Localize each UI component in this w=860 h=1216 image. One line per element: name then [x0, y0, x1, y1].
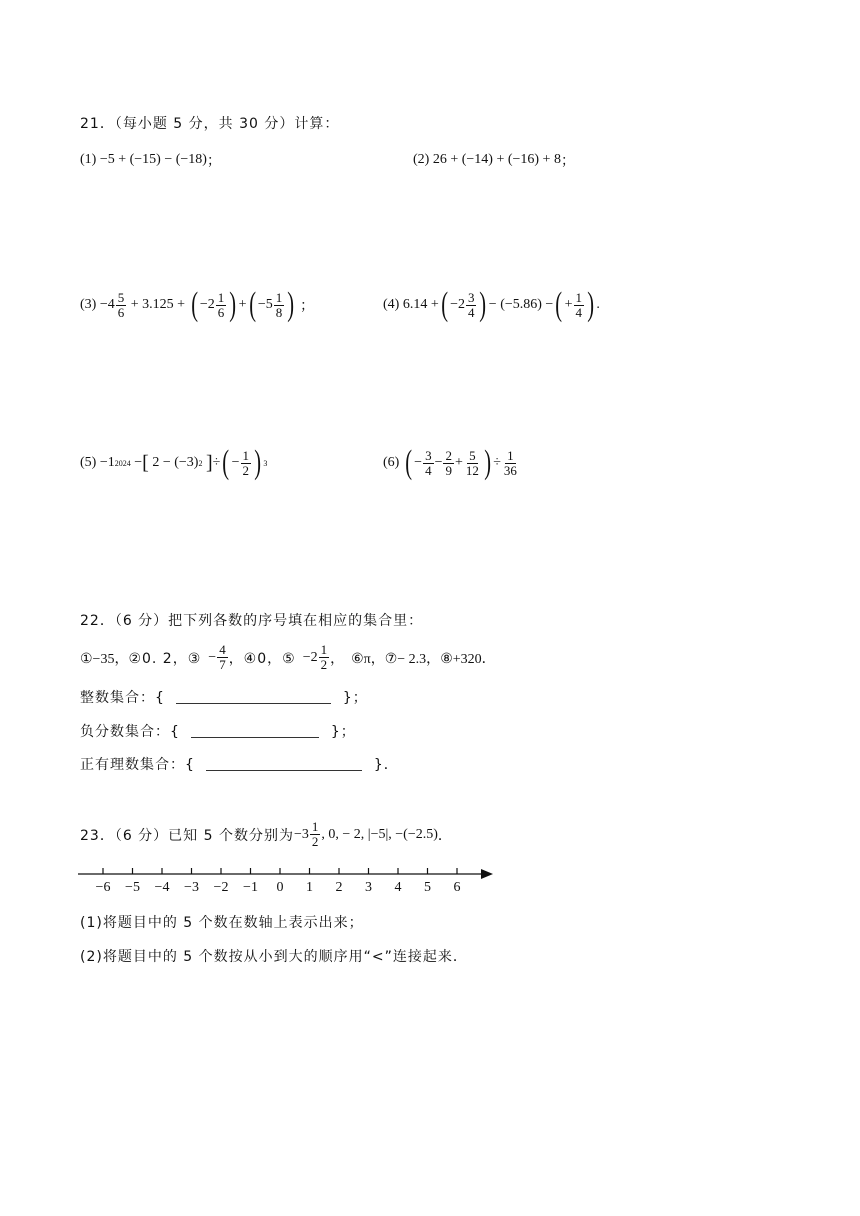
axis-tick-label: −3: [184, 880, 199, 895]
set-end: }；: [342, 690, 368, 706]
number-list: , 0, − 2, |−5|, −(−2.5): [321, 826, 438, 842]
axis-tick-label: −6: [95, 880, 111, 895]
q22-numbers: [80, 643, 496, 672]
set-integers: [80, 687, 368, 707]
q21-part2: [413, 150, 575, 170]
fraction-e: $\frac{1}{2}$: [242, 447, 250, 478]
answer-blank[interactable]: [191, 737, 319, 738]
punct: ；: [300, 299, 315, 314]
axis-tick-label: −1: [243, 880, 258, 895]
expression: 26 + (−14) + (−16) + 8: [432, 152, 561, 167]
item-5-fraction: $\frac{1}{2}$: [320, 642, 328, 672]
q22-title: 22．（6 分）把下列各数的序号填在相应的集合里：: [80, 613, 424, 629]
set-label: 负分数集合：{: [80, 724, 180, 740]
punct: ；: [560, 154, 575, 169]
whole-b: −2: [450, 297, 465, 312]
whole-d: −5: [257, 297, 273, 312]
fraction-3: $\frac{5}{12}$: [465, 447, 479, 478]
set-positive-rationals: [80, 754, 399, 774]
part-label: (5): [80, 455, 97, 470]
set-end: }；: [330, 724, 356, 740]
part-label: (4): [383, 297, 400, 312]
punct: .: [596, 297, 600, 312]
axis-tick-label: −5: [125, 880, 140, 895]
q23-numbers: [294, 820, 452, 849]
axis-arrow-icon: [481, 869, 493, 879]
item-7: ⑦− 2.3，: [384, 651, 441, 667]
whole-a: −4: [99, 297, 115, 312]
term-a: 6.14 +: [402, 297, 439, 312]
axis-tick-label: 4: [394, 880, 402, 895]
axis-tick-label: 6: [453, 880, 461, 895]
part-label: (1): [80, 152, 97, 167]
minus: −: [134, 455, 143, 470]
q21-part3: (3) −4 $\frac{5}{6}$ + 3.125 + ( −2 $\frac{1}{6}$ ) + ( −5 $\frac{1}{8}$ ) ；: [80, 286, 315, 323]
term-b: + 3.125 +: [130, 297, 186, 312]
fraction-2: $\frac{2}{9}$: [445, 447, 452, 478]
item-4: ，④0，⑤: [228, 650, 296, 667]
axis-tick-label: 1: [306, 880, 313, 895]
axis-tick-label: −2: [213, 880, 229, 895]
whole-c: −2: [199, 297, 215, 312]
set-label: 正有理数集合：{: [80, 757, 195, 773]
q21-part5: (5) −1 2024 − [ 2 − (−3) 2 ] ÷ ( − $\frac{1}{2}$ ) 3: [80, 444, 268, 481]
punct: ；: [206, 154, 221, 169]
mixed-whole: −3: [293, 826, 309, 842]
sign-d: +: [564, 297, 573, 312]
fraction-b: $\frac{3}{4}$: [467, 289, 475, 320]
square-exponent: 2: [198, 458, 203, 468]
sign-e: −: [231, 455, 240, 470]
axis-tick-label: 5: [424, 880, 431, 895]
answer-blank[interactable]: [176, 703, 331, 704]
q21-part6: (6) ( − $\frac{3}{4}$ − $\frac{2}{9}$ + $\frac{5}{12}$ ) ÷ $\frac{1}{36}$: [383, 444, 517, 481]
q23-title: [80, 820, 452, 849]
expression: −5 + (−15) − (−18): [99, 152, 207, 167]
axis-ticks: [96, 868, 461, 895]
divide: ÷: [493, 455, 501, 470]
q21-title: 21．（每小题 5 分，共 30 分）计算：: [80, 116, 340, 132]
cube-exponent: 3: [263, 458, 268, 468]
set-label: 整数集合：{: [80, 690, 165, 706]
q23-sub2: (2)将题目中的 5 个数按从小到大的顺序用“<”连接起来．: [80, 949, 468, 965]
item-3-fraction: $\frac{4}{7}$: [219, 642, 226, 672]
item-5-whole: −2: [302, 649, 318, 665]
set-negative-fractions: [80, 721, 356, 741]
item-5-end: ，: [330, 651, 345, 667]
item-3-sign: −: [208, 649, 217, 665]
axis-tick-label: −4: [154, 880, 170, 895]
item-6: ⑥π，: [351, 651, 385, 667]
mixed-fraction: $\frac{1}{2}$: [311, 819, 319, 849]
fraction-d: $\frac{1}{4}$: [575, 289, 583, 320]
fraction-c: $\frac{1}{6}$: [217, 289, 225, 320]
number-line: [75, 860, 500, 900]
fraction-a: $\frac{5}{6}$: [117, 289, 125, 320]
item-8: ⑧+320．: [440, 651, 496, 667]
fraction-d: $\frac{1}{8}$: [275, 289, 283, 320]
answer-blank[interactable]: [206, 770, 362, 771]
bracket-content: 2 − (−3): [152, 455, 199, 470]
fraction-4: $\frac{1}{36}$: [503, 447, 517, 478]
punct: ．: [437, 828, 452, 844]
axis-tick-label: 2: [335, 880, 343, 895]
q23-sub1: (1)将题目中的 5 个数在数轴上表示出来；: [80, 915, 364, 931]
exponent: 2024: [114, 458, 131, 468]
fraction-1: $\frac{3}{4}$: [425, 447, 432, 478]
q23-title-text: 23．（6 分）已知 5 个数分别为: [80, 827, 294, 844]
base: −1: [99, 455, 115, 470]
term-c: − (−5.86) −: [488, 297, 554, 312]
part-label: (6): [383, 455, 400, 470]
item-1: ①−35，: [80, 651, 129, 667]
set-end: }．: [373, 757, 399, 773]
axis-tick-label: 3: [365, 880, 372, 895]
axis-tick-label: 0: [276, 880, 284, 895]
item-2: ②0. 2，③: [128, 650, 202, 667]
q21-part1: [80, 150, 221, 170]
part-label: (2): [413, 152, 430, 167]
divide: ÷: [212, 455, 221, 470]
part-label: (3): [80, 297, 97, 312]
q21-part4: (4) 6.14 + ( −2 $\frac{3}{4}$ ) − (−5.86) − ( + $\frac{1}{4}$ ) .: [383, 286, 600, 323]
